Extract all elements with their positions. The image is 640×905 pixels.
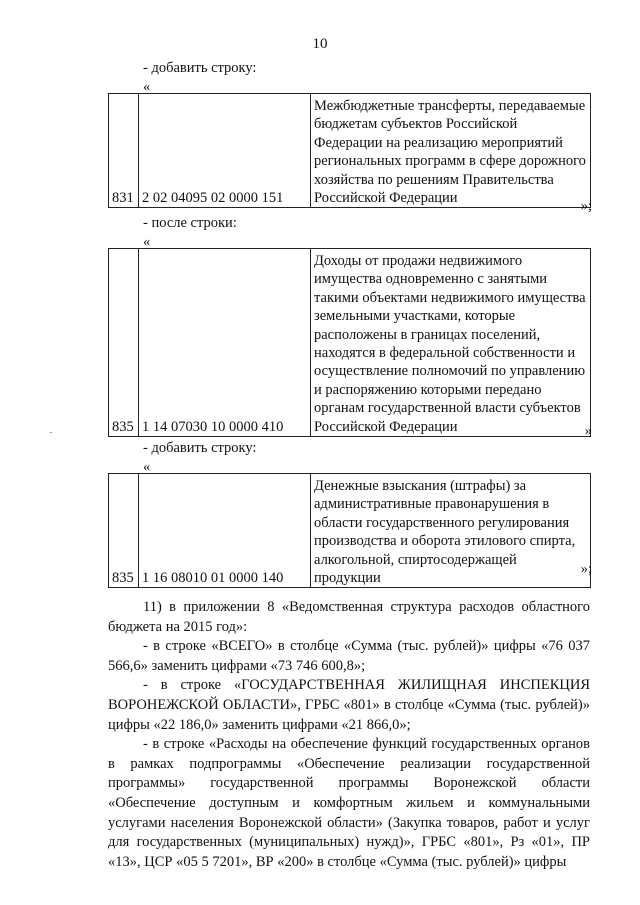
open-quote-3: « (143, 459, 151, 475)
admin-code-cell: 831 (109, 94, 139, 208)
instruction-add-row-1: - добавить строку: (143, 60, 257, 76)
paragraph-total-row: - в строке «ВСЕГО» в столбце «Сумма (тыс. рублей)» цифры «76 037 566,6» заменить цифрами «73 746 600,8»; (108, 638, 590, 674)
revenue-name-cell: Денежные взыскания (штрафы) за административные правонарушения в области государственного регулирования производства и оборота этилового спирта, алкогольной, спиртосодержащей продукции (311, 474, 591, 588)
revenue-code-cell: 2 02 04095 02 0000 151 (139, 94, 311, 208)
page-number: 10 (312, 36, 328, 52)
table-row (109, 249, 591, 437)
open-quote-1: « (143, 79, 151, 95)
instruction-add-row-2: - добавить строку: (143, 440, 257, 456)
revenue-row-table-3 (108, 473, 591, 588)
revenue-code-cell: 1 16 08010 01 0000 140 (139, 474, 311, 588)
revenue-row-table-2 (108, 248, 591, 437)
instruction-after-row: - после строки: (143, 215, 237, 231)
paragraph-appendix-8: 11) в приложении 8 «Ведомственная структура расходов областного бюджета на 2015 год»: (108, 599, 590, 635)
paragraph-housing-inspection: - в строке «ГОСУДАРСТВЕННАЯ ЖИЛИЩНАЯ ИНСПЕКЦИЯ ВОРОНЕЖСКОЙ ОБЛАСТИ», ГРБС «801» в столбце «Сумма (тыс. рублей)» цифры «22 186,0» заменить цифрами «21 866,0»; (108, 677, 590, 733)
open-quote-2: « (143, 234, 151, 250)
table-row (109, 94, 591, 208)
revenue-name-cell: Доходы от продажи недвижимого имущества одновременно с занятыми такими объектами недвижимого имущества земельными участками, которые расположены в границах поселений, находятся в федеральной собственности и осуществление полномочий по управлению и распоряжению которыми передано органам государственной власти субъектов Российской Федерации (311, 249, 591, 437)
paragraph-expenses-row: - в строке «Расходы на обеспечение функций государственных органов в рамках подпрограммы «Обеспечение реализации государственной программы» государственной программы Воронежской области «Обеспечение доступным и комфортным жильем и коммунальными услугами населения Воронежской области» (Закупка товаров, работ и услуг для государственных (муниципальных) нужд)», ГРБС «801», Рз «01», ПР «13», ЦСР «05 5 7201», ВР «200» в столбце «Сумма (тыс. рублей)» цифры (108, 736, 590, 870)
revenue-code-cell: 1 14 07030 10 0000 410 (139, 249, 311, 437)
close-quote-3: »; (580, 561, 592, 577)
close-quote-2: » (584, 423, 592, 439)
table-row (109, 474, 591, 588)
admin-code-cell: 835 (109, 474, 139, 588)
revenue-name-cell: Межбюджетные трансферты, передаваемые бюджетам субъектов Российской Федерации на реализацию мероприятий региональных программ в сфере дорожного хозяйства по решениям Правительства Российской Федерации (311, 94, 591, 208)
revenue-row-table-1 (108, 93, 591, 208)
margin-mark (50, 432, 52, 433)
close-quote-1: »; (580, 198, 592, 214)
body-text (108, 598, 590, 872)
admin-code-cell: 835 (109, 249, 139, 437)
